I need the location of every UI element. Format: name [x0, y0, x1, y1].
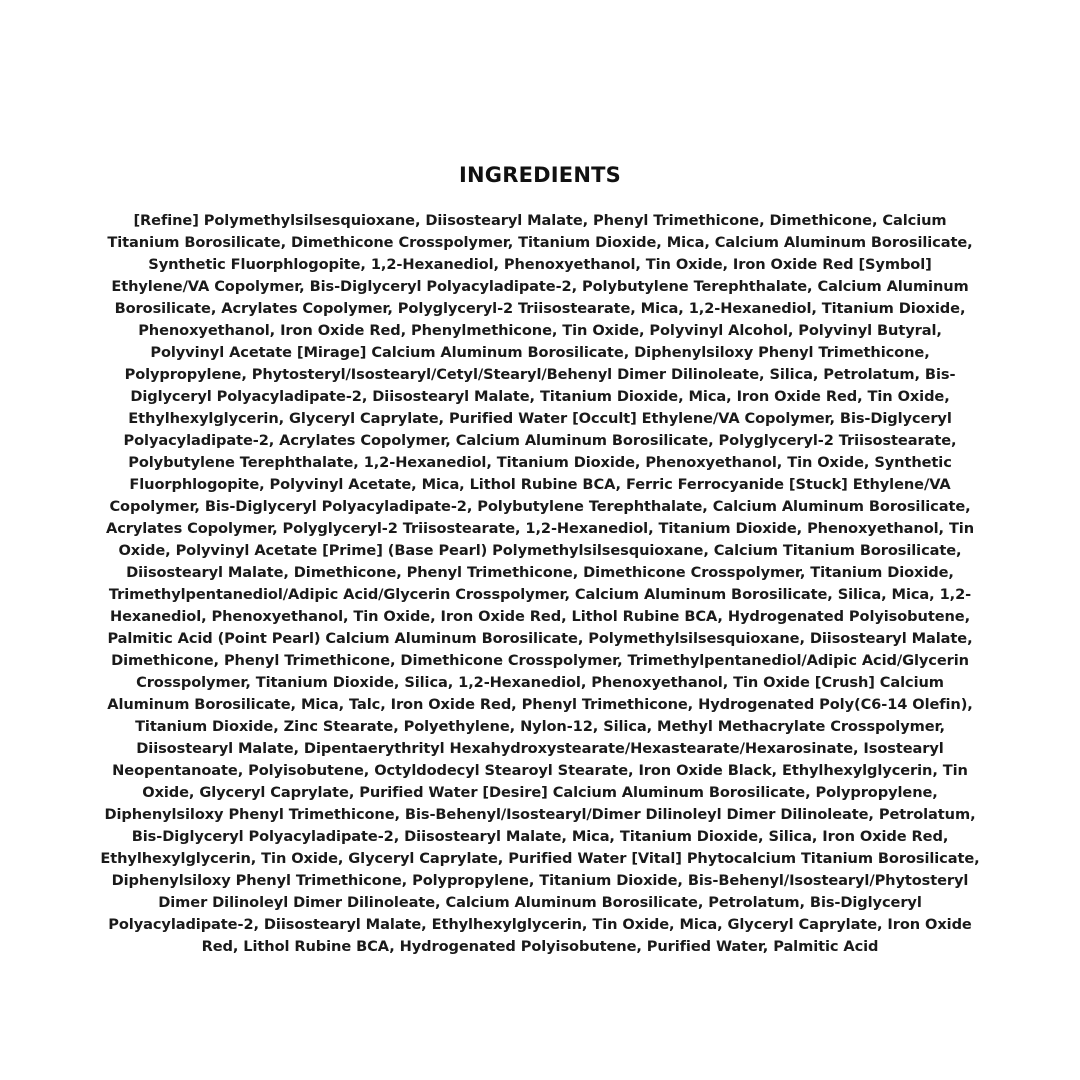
ingredients-list-text: [Refine] Polymethylsilsesquioxane, Diisostearyl Malate, Phenyl Trimethicone, Dimethicone, Calcium Titanium Borosilicate, Dimethicone Crosspolymer, Titanium Dioxide, Mica, Calcium Aluminum Borosilicate, Synthetic Fluorphlogopite, 1,2-Hexanediol, Phenoxyethanol, Tin Oxide, Iron Oxide Red [Symbol] Ethylene/VA Copolymer, Bis-Diglyceryl Polyacyladipate-2, Polybutylene Terephthalate, Calcium Aluminum Borosilicate, Acrylates Copolymer, Polyglyceryl-2 Triisostearate, Mica, 1,2-Hexanediol, Titanium Dioxide, Phenoxyethanol, Iron Oxide Red, Phenylmethicone, Tin Oxide, Polyvinyl Alcohol, Polyvinyl Butyral, Polyvinyl Acetate [Mirage] Calcium Aluminum Borosilicate, Diphenylsiloxy Phenyl Trimethicone, Polypropylene, Phytosteryl/Isostearyl/Cetyl/Stearyl/Behenyl Dimer Dilinoleate, Silica, Petrolatum, Bis-Diglyceryl Polyacyladipate-2, Diisostearyl Malate, Titanium Dioxide, Mica, Iron Oxide Red, Tin Oxide, Ethylhexylglycerin, Glyceryl Caprylate, Purified Water [Occult] Ethylene/VA Copolymer, Bis-Diglyceryl Polyacyladipate-2, Acrylates Copolymer, Calcium Aluminum Borosilicate, Polyglyceryl-2 Triisostearate, Polybutylene Terephthalate, 1,2-Hexanediol, Titanium Dioxide, Phenoxyethanol, Tin Oxide, Synthetic Fluorphlogopite, Polyvinyl Acetate, Mica, Lithol Rubine BCA, Ferric Ferrocyanide [Stuck] Ethylene/VA Copolymer, Bis-Diglyceryl Polyacyladipate-2, Polybutylene Terephthalate, Calcium Aluminum Borosilicate, Acrylates Copolymer, Polyglyceryl-2 Triisostearate, 1,2-Hexanediol, Titanium Dioxide, Phenoxyethanol, Tin Oxide, Polyvinyl Acetate [Prime] (Base Pearl) Polymethylsilsesquioxane, Calcium Titanium Borosilicate, Diisostearyl Malate, Dimethicone, Phenyl Trimethicone, Dimethicone Crosspolymer, Titanium Dioxide, Trimethylpentanediol/Adipic Acid/Glycerin Crosspolymer, Calcium Aluminum Borosilicate, Silica, Mica, 1,2-Hexanediol, Phenoxyethanol, Tin Oxide, Iron Oxide Red, Lithol Rubine BCA, Hydrogenated Polyisobutene, Palmitic Acid (Point Pearl) Calcium Aluminum Borosilicate, Polymethylsilsesquioxane, Diisostearyl Malate, Dimethicone, Phenyl Trimethicone, Dimethicone Crosspolymer, Trimethylpentanediol/Adipic Acid/Glycerin Crosspolymer, Titanium Dioxide, Silica, 1,2-Hexanediol, Phenoxyethanol, Tin Oxide [Crush] Calcium Aluminum Borosilicate, Mica, Talc, Iron Oxide Red, Phenyl Trimethicone, Hydrogenated Poly(C6-14 Olefin), Titanium Dioxide, Zinc Stearate, Polyethylene, Nylon-12, Silica, Methyl Methacrylate Crosspolymer, Diisostearyl Malate, Dipentaerythrityl Hexahydroxystearate/Hexastearate/Hexarosinate, Isostearyl Neopentanoate, Polyisobutene, Octyldodecyl Stearoyl Stearate, Iron Oxide Black, Ethylhexylglycerin, Tin Oxide, Glyceryl Caprylate, Purified Water [Desire] Calcium Aluminum Borosilicate, Polypropylene, Diphenylsiloxy Phenyl Trimethicone, Bis-Behenyl/Isostearyl/Dimer Dilinoleyl Dimer Dilinoleate, Petrolatum, Bis-Diglyceryl Polyacyladipate-2, Diisostearyl Malate, Mica, Titanium Dioxide, Silica, Iron Oxide Red, Ethylhexylglycerin, Tin Oxide, Glyceryl Caprylate, Purified Water [Vital] Phytocalcium Titanium Borosilicate, Diphenylsiloxy Phenyl Trimethicone, Polypropylene, Titanium Dioxide, Bis-Behenyl/Isostearyl/Phytosteryl Dimer Dilinoleyl Dimer Dilinoleate, Calcium Aluminum Borosilicate, Petrolatum, Bis-Diglyceryl Polyacyladipate-2, Diisostearyl Malate, Ethylhexylglycerin, Tin Oxide, Mica, Glyceryl Caprylate, Iron Oxide Red, Lithol Rubine BCA, Hydrogenated Polyisobutene, Purified Water, Palmitic Acid: [100, 212, 980, 955]
ingredients-heading: INGREDIENTS: [459, 163, 621, 187]
ingredients-panel: [100, 160, 980, 958]
